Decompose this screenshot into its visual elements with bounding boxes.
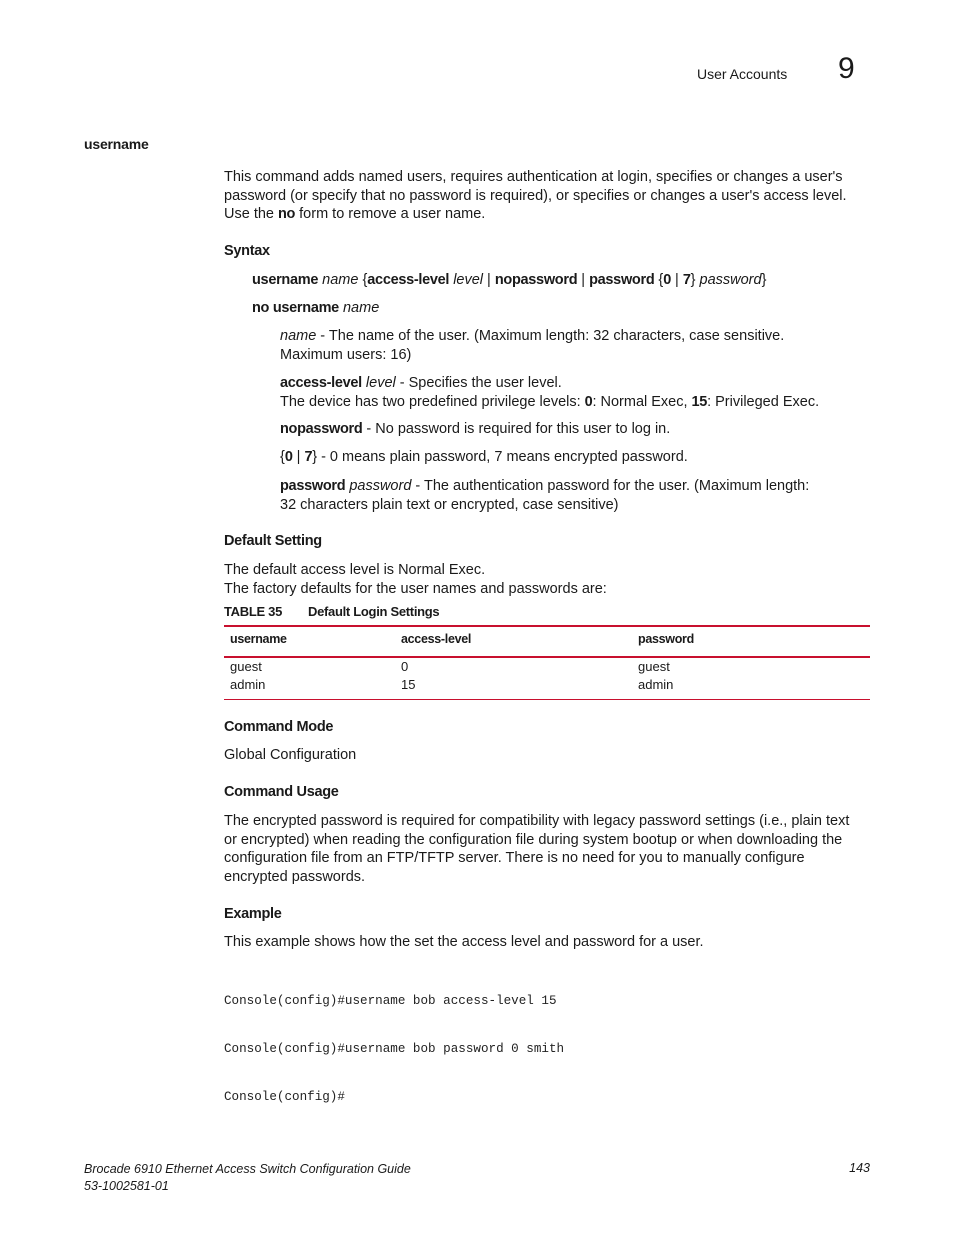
syntax-heading: Syntax xyxy=(224,243,270,259)
intro-paragraph xyxy=(224,168,874,224)
keyword-password: password xyxy=(589,272,655,288)
syntax-command-1 xyxy=(252,271,766,290)
example-heading: Example xyxy=(224,906,282,922)
syntax-punct: | xyxy=(671,272,683,288)
syntax-punct: { xyxy=(280,449,285,465)
param-desc: } - 0 means plain password, 7 means encrypted password. xyxy=(312,449,688,465)
keyword-access-level: access-level xyxy=(367,272,450,288)
command-mode-text: Global Configuration xyxy=(224,747,357,763)
syntax-punct: { xyxy=(358,272,368,288)
param-encryption xyxy=(280,448,870,467)
table-rule-top xyxy=(224,625,870,627)
intro-text: form to remove a user name. xyxy=(295,206,486,223)
keyword-username: username xyxy=(252,272,319,288)
intro-text: Use the xyxy=(224,206,278,223)
level-value: 0 xyxy=(584,393,593,410)
table-cell: admin xyxy=(230,677,266,692)
table-rule-bottom xyxy=(224,699,870,700)
code-line: Console(config)#username bob password 0 smith xyxy=(224,1042,565,1056)
param-access-level xyxy=(280,374,870,411)
param-desc: - No password is required for this user to log in. xyxy=(362,421,671,437)
param-name xyxy=(280,327,870,364)
table-header-password: password xyxy=(638,632,694,646)
command-usage-heading: Command Usage xyxy=(224,784,339,800)
command-mode-heading: Command Mode xyxy=(224,719,334,735)
param-term: nopassword xyxy=(280,421,363,437)
table-caption xyxy=(224,604,439,619)
default-line: The default access level is Normal Exec. xyxy=(224,562,486,578)
table-cell-access-level xyxy=(401,658,415,694)
intro-line xyxy=(224,205,874,224)
param-line xyxy=(280,393,870,412)
param-desc: Maximum users: 16) xyxy=(280,346,412,363)
arg-password: password xyxy=(699,272,762,288)
section-title: username xyxy=(84,136,149,152)
keyword-seven: 7 xyxy=(682,272,691,288)
keyword-nopassword: nopassword xyxy=(494,272,578,288)
table-cell: 15 xyxy=(401,677,416,692)
intro-line: This command adds named users, requires authentication at login, specifies or changes a user's xyxy=(224,169,843,185)
param-desc: - The authentication password for the user. (Maximum length: xyxy=(411,478,810,494)
footer-doc-number: 53-1002581-01 xyxy=(84,1179,169,1193)
code-line: Console(config)# xyxy=(224,1090,345,1104)
table-cell: guest xyxy=(230,659,262,674)
param-desc: : Privileged Exec. xyxy=(707,393,820,410)
table-header-access-level: access-level xyxy=(401,632,472,646)
code-line: Console(config)#username bob access-level 15 xyxy=(224,994,557,1008)
param-line xyxy=(280,327,870,346)
default-setting-heading: Default Setting xyxy=(224,533,322,549)
table-cell-username xyxy=(230,658,265,694)
param-line xyxy=(280,477,870,496)
table-cell-password xyxy=(638,658,673,694)
usage-line: or encrypted) when reading the configuration file during system bootup or when downloading the xyxy=(224,831,843,848)
syntax-punct: | xyxy=(483,272,495,288)
param-term: password xyxy=(280,478,346,494)
example-code-block xyxy=(224,961,564,1121)
usage-line: The encrypted password is required for compatibility with legacy password settings (i.e., plain text xyxy=(224,813,850,829)
arg-level: level xyxy=(453,272,484,288)
table-cell: guest xyxy=(638,659,670,674)
syntax-punct: { xyxy=(654,272,664,288)
arg-name: name xyxy=(342,300,380,316)
param-term: 0 xyxy=(284,449,293,465)
usage-line: configuration file from an FTP/TFTP server. There is no need for you to manually configure xyxy=(224,850,805,867)
param-term: access-level xyxy=(280,375,362,391)
syntax-punct: | xyxy=(577,272,590,288)
param-term: name xyxy=(280,328,317,344)
chapter-number: 9 xyxy=(838,52,855,85)
keyword-no: no xyxy=(278,206,296,223)
param-nopassword xyxy=(280,420,870,439)
param-arg: password xyxy=(349,478,412,494)
param-desc: - Specifies the user level. xyxy=(395,375,562,391)
intro-line: password (or specify that no password is required), or specifies or changes a user's access level. xyxy=(224,187,847,204)
example-text: This example shows how the set the access level and password for a user. xyxy=(224,934,704,950)
param-password xyxy=(280,477,870,514)
param-desc: The device has two predefined privilege levels: xyxy=(280,393,585,410)
table-header-username: username xyxy=(230,632,287,646)
syntax-punct: } xyxy=(761,272,767,288)
table-cell: admin xyxy=(638,677,674,692)
page-number: 143 xyxy=(849,1161,870,1175)
usage-line: encrypted passwords. xyxy=(224,868,366,885)
table-title: Default Login Settings xyxy=(308,604,440,619)
footer-guide-title: Brocade 6910 Ethernet Access Switch Configuration Guide xyxy=(84,1162,411,1176)
param-desc: : Normal Exec, xyxy=(592,393,692,410)
table-cell: 0 xyxy=(401,659,409,674)
param-term: 7 xyxy=(304,449,313,465)
table-rule-header xyxy=(224,656,870,658)
keyword-no-username: no username xyxy=(252,300,339,316)
running-header-section: User Accounts xyxy=(697,66,788,82)
level-value: 15 xyxy=(691,393,708,410)
arg-name: name xyxy=(322,272,359,288)
command-usage-text xyxy=(224,812,874,886)
syntax-punct: | xyxy=(292,449,305,465)
default-line: The factory defaults for the user names and passwords are: xyxy=(224,580,607,597)
param-line xyxy=(280,374,870,393)
table-label: TABLE 35 xyxy=(224,604,283,619)
param-arg: level xyxy=(365,375,396,391)
param-desc: - The name of the user. (Maximum length: 32 characters, case sensitive. xyxy=(316,328,785,344)
syntax-command-2 xyxy=(252,299,379,318)
default-setting-text xyxy=(224,561,874,598)
param-desc: 32 characters plain text or encrypted, case sensitive) xyxy=(280,496,619,513)
syntax-punct: } xyxy=(690,272,700,288)
keyword-zero: 0 xyxy=(663,272,672,288)
